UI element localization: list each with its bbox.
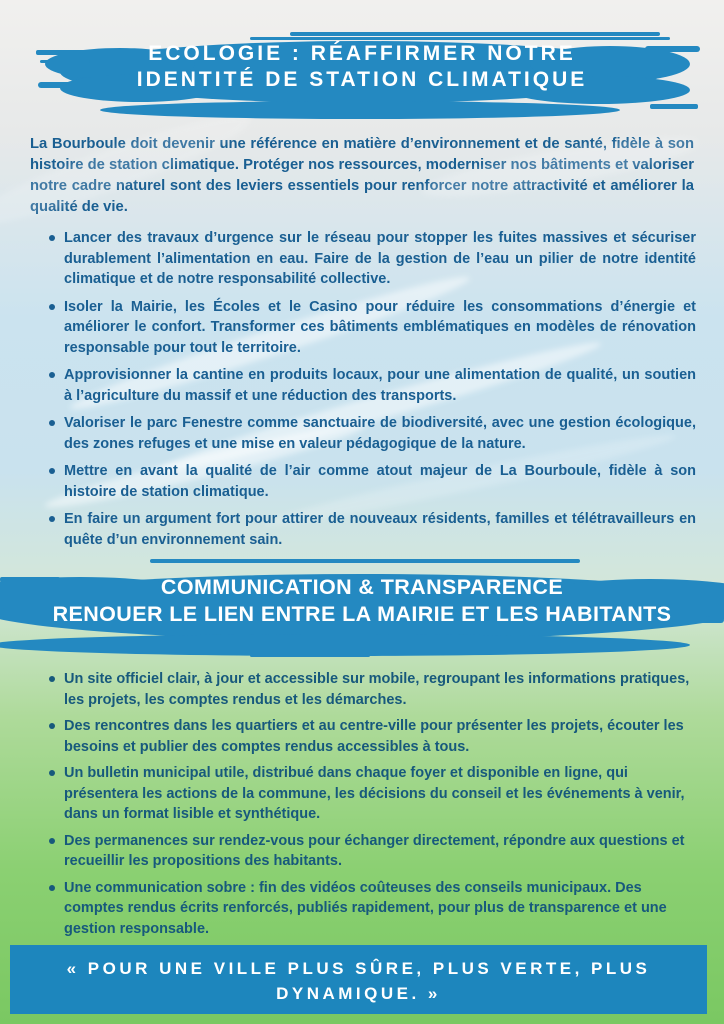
bullet-icon [49,304,55,310]
communication-banner-title [0,557,724,628]
bullet-icon [49,420,55,426]
list-item-text: Des rencontres dans les quartiers et au centre-ville pour présenter les projets, écouter les besoins et publier des comptes rendus accessibles à tous. [64,718,684,755]
bullet-icon [49,770,55,776]
communication-banner [0,557,724,661]
list-item-text: Isoler la Mairie, les Écoles et le Casino pour réduire les consommations d’énergie et améliorer le confort. Transformer ces bâtiments emblématiques en modèles de rénovation responsable pour tout le territoire. [64,298,696,356]
bullet-icon [49,235,55,241]
list-item [48,716,696,757]
bullet-icon [49,372,55,378]
list-item-text: Valoriser le parc Fenestre comme sanctuaire de biodiversité, avec une gestion écologique, des zones refuges et une mise en valeur pédagogique de la nature. [64,415,696,452]
ecology-bullet-list [48,228,696,550]
footer-quote: « POUR UNE VILLE PLUS SÛRE, PLUS VERTE, PLUS DYNAMIQUE. » [66,959,651,1003]
list-item [48,413,696,454]
list-item [48,297,696,359]
list-item-text: Lancer des travaux d’urgence sur le réseau pour stopper les fuites massives et sécuriser durablement l’alimentation en eau. Faire de la gestion de l’eau un pilier de notre identité climatique et de notre responsabilité collective. [64,230,696,287]
list-item [48,669,696,710]
list-item [48,831,696,872]
list-item [48,461,696,502]
bullet-icon [49,723,55,729]
communication-bullet-list [48,669,696,939]
list-item-text: Une communication sobre : fin des vidéos coûteuses des conseils municipaux. Des comptes rendus écrits renforcés, publiés rapidement, pour plus de transparence et une gestion responsable. [64,879,667,937]
bullet-icon [49,468,55,474]
bullet-icon [49,676,55,682]
list-item-text: Un bulletin municipal utile, distribué dans chaque foyer et disponible en ligne, qui présentera les actions de la commune, les décisions du conseil et les événements à venir, dans un format lisible et synthétique. [64,765,685,822]
communication-banner-title-line2: RENOUER LE LIEN ENTRE LA MAIRIE ET LES HABITANTS [52,602,672,626]
list-item [48,365,696,406]
ecology-banner-title-line2: IDENTITÉ DE STATION CLIMATIQUE [136,68,588,91]
list-item [48,763,696,825]
communication-banner-title-line1: COMMUNICATION & TRANSPARENCE [160,575,564,599]
list-item [48,878,696,940]
list-item [48,228,696,290]
list-item-text: Des permanences sur rendez-vous pour échanger directement, répondre aux questions et recueillir les propositions des habitants. [64,832,685,869]
ecology-banner-title [0,26,724,93]
bullet-icon [49,516,55,522]
footer-quote-banner [10,945,707,1014]
ecology-banner-title-line1: ECOLOGIE : RÉAFFIRMER NOTRE [148,42,576,65]
bullet-icon [49,838,55,844]
list-item-text: Un site officiel clair, à jour et accessible sur mobile, regroupant les informations pratiques, les projets, les comptes rendus et les démarches. [64,671,690,708]
list-item [48,509,696,550]
list-item-text: Mettre en avant la qualité de l’air comme atout majeur de La Bourboule, fidèle à son histoire de station climatique. [64,463,696,500]
list-item-text: En faire un argument fort pour attirer de nouveaux résidents, familles et télétravailleurs en quête d’un environnement sain. [64,511,696,548]
bullet-icon [49,885,55,891]
list-item-text: Approvisionner la cantine en produits locaux, pour une alimentation de qualité, un soutien à l’agriculture du massif et une réduction des transports. [64,367,696,404]
ecology-banner [0,26,724,122]
intro-paragraph: La Bourboule doit devenir une référence en matière d’environnement et de santé, fidèle à son histoire de station climatique. Protéger nos ressources, moderniser nos bâtiments et valoriser notre cadre naturel sont des leviers essentiels pour renforcer notre attractivité et améliorer la qualité de vie. [30,136,694,215]
